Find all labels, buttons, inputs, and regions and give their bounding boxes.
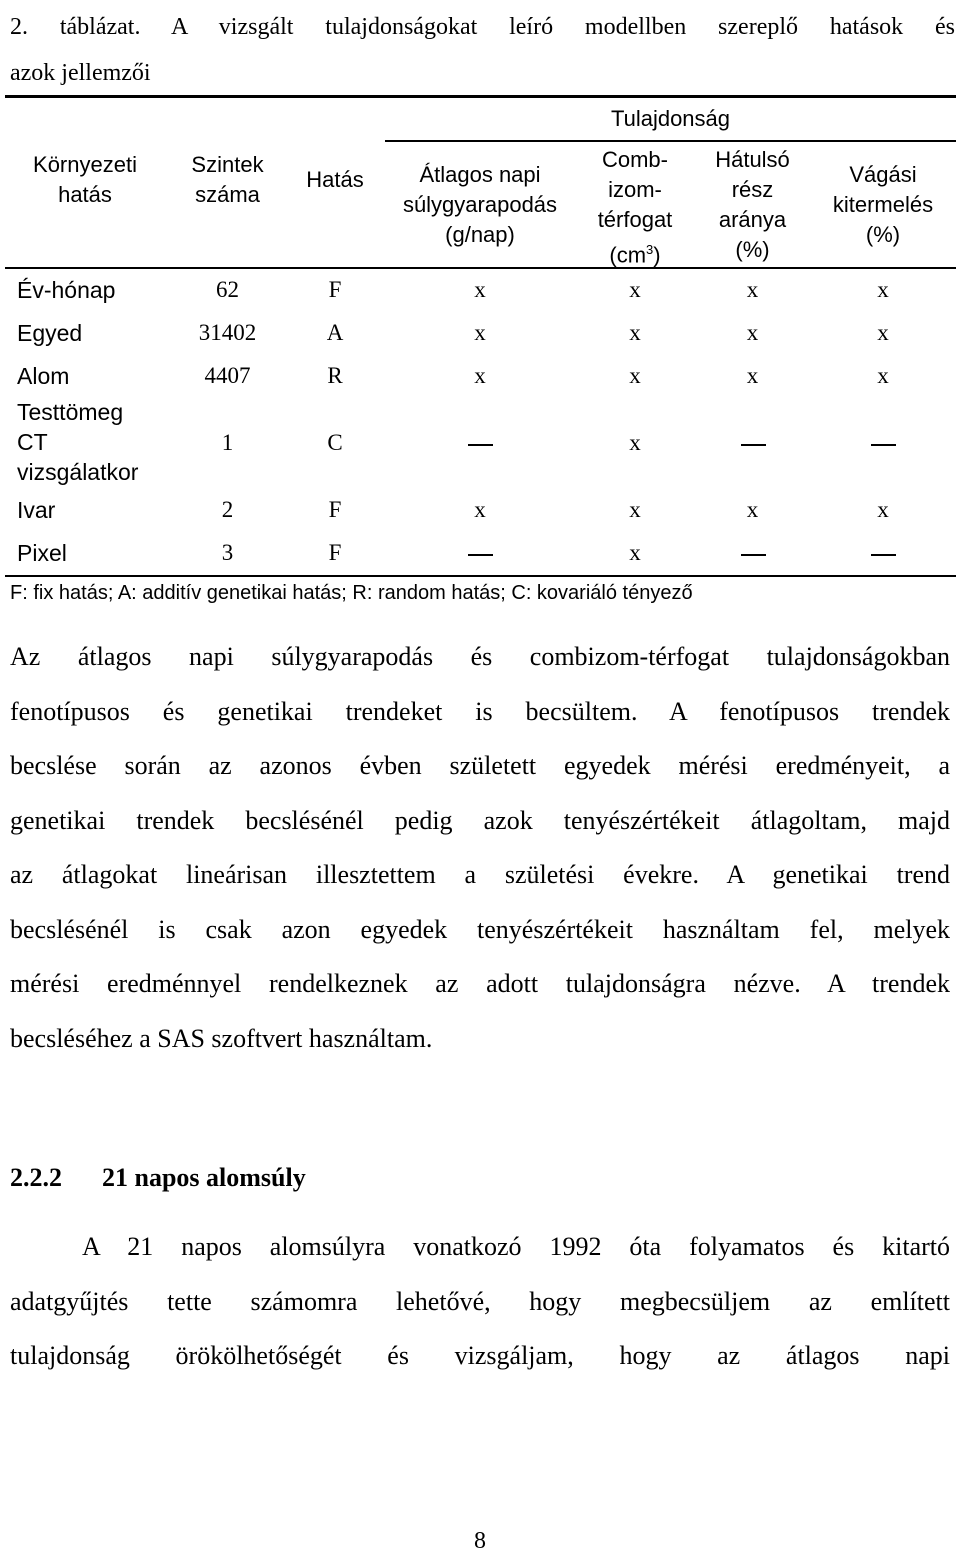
row-3-name: Testtömeg CT vizsgálatkor xyxy=(17,399,139,485)
row-2-levels: 4407 xyxy=(204,363,251,388)
row-5-levels: 3 xyxy=(221,540,234,565)
row-2-rear: x xyxy=(746,363,759,388)
table-legend-note: F: fix hatás; A: additív genetikai hatás; R: random hatás; C: kovariáló tényező xyxy=(10,582,693,604)
header-rear-ratio: Hátulsó rész aránya (%) xyxy=(715,147,790,262)
empty-cell-dash xyxy=(741,554,766,556)
row-1-yield: x xyxy=(877,320,889,345)
group-header-tulajdonsag: Tulajdonság xyxy=(610,106,731,131)
header-bottom-rule xyxy=(5,267,956,269)
empty-cell-dash xyxy=(468,554,493,556)
row-3-adg xyxy=(385,428,575,458)
table-bottom-rule xyxy=(5,575,956,577)
row-0-name: Év-hónap xyxy=(17,277,116,303)
paragraph-litter-weight xyxy=(10,1220,950,1384)
row-2-comb: x xyxy=(629,363,641,388)
row-3-rear xyxy=(695,428,810,458)
paragraph-line: tulajdonság örökölhetőségét és vizsgáljam, hogy az átlagos napi xyxy=(10,1341,950,1370)
row-5-adg xyxy=(385,538,575,568)
empty-cell-dash xyxy=(741,444,766,446)
row-1-levels: 31402 xyxy=(198,320,257,345)
row-1-comb: x xyxy=(629,320,641,345)
empty-cell-dash xyxy=(871,444,896,446)
header-yield: Vágási kitermelés (%) xyxy=(832,162,934,247)
paragraph-line: becslése során az azonos évben született egyedek mérési eredményeit, a xyxy=(10,751,950,780)
row-4-yield: x xyxy=(877,497,889,522)
row-5-yield xyxy=(810,538,956,568)
header-effect: Hatás xyxy=(306,167,364,192)
paragraph-line: fenotípusos és genetikai trendeket is becsültem. A fenotípusos trendek xyxy=(10,696,950,726)
section-title: 21 napos alomsúly xyxy=(102,1163,306,1192)
row-3-yield xyxy=(810,428,956,458)
caption-line-1: 2. táblázat. A vizsgált tulajdonságokat leíró modellben szereplő hatások és xyxy=(10,14,955,40)
row-0-rear: x xyxy=(746,277,759,302)
header-adg: Átlagos napi súlygyarapodás (g/nap) xyxy=(402,162,558,247)
group-header-rule xyxy=(385,140,956,142)
row-1-effect: A xyxy=(326,320,344,345)
row-4-adg: x xyxy=(474,497,486,522)
row-0-effect: F xyxy=(328,277,342,302)
row-1-rear: x xyxy=(746,320,759,345)
row-0-comb: x xyxy=(629,277,641,302)
paragraph-line: Az átlagos napi súlygyarapodás és combizom-térfogat tulajdonságokban xyxy=(10,642,950,671)
row-2-name: Alom xyxy=(17,363,70,389)
row-5-comb: x xyxy=(629,540,641,565)
table-top-rule xyxy=(5,95,956,98)
row-4-comb: x xyxy=(629,497,641,522)
row-3-levels: 1 xyxy=(221,430,234,455)
row-1-adg: x xyxy=(474,320,486,345)
table-caption xyxy=(10,4,955,96)
row-1-name: Egyed xyxy=(17,320,83,346)
paragraph-line: adatgyűjtés tette számomra lehetővé, hogy megbecsüljem az említett xyxy=(10,1286,950,1316)
page-number: 8 xyxy=(474,1528,486,1554)
row-4-levels: 2 xyxy=(221,497,234,522)
row-4-name: Ivar xyxy=(17,497,56,523)
row-0-adg: x xyxy=(474,277,486,302)
header-comb-volume: Comb- izom- térfogat $(cm^3)$ xyxy=(597,147,673,268)
row-4-rear: x xyxy=(746,497,759,522)
empty-cell-dash xyxy=(871,554,896,556)
empty-cell-dash xyxy=(468,444,493,446)
paragraph-line: A 21 napos alomsúlyra vonatkozó 1992 óta folyamatos és kitartó xyxy=(82,1232,950,1261)
row-4-effect: F xyxy=(328,497,342,522)
caption-line-2: azok jellemzői xyxy=(10,60,151,86)
row-3-effect: C xyxy=(327,430,343,455)
header-env-effect: Környezeti hatás xyxy=(33,152,137,207)
section-number: 2.2.2 xyxy=(10,1163,62,1192)
paragraph-line: az átlagokat lineárisan illesztettem a születési évekre. A genetikai trend xyxy=(10,860,950,889)
row-2-effect: R xyxy=(327,363,343,388)
row-5-name: Pixel xyxy=(17,540,67,566)
row-5-rear xyxy=(695,538,810,568)
row-2-yield: x xyxy=(877,363,889,388)
section-heading xyxy=(10,1158,306,1198)
paragraph-line: becsléséhez a SAS szoftvert használtam. xyxy=(10,1023,433,1053)
paragraph-trends xyxy=(10,630,950,1066)
paragraph-line: becslésénél is csak azon egyedek tenyészértékeit használtam fel, melyek xyxy=(10,914,950,944)
row-0-yield: x xyxy=(877,277,889,302)
paragraph-line: genetikai trendek becslésénél pedig azok tenyészértékeit átlagoltam, majd xyxy=(10,805,950,835)
header-levels: Szintek száma xyxy=(191,152,264,207)
row-3-comb: x xyxy=(629,430,641,455)
paragraph-line: mérési eredménnyel rendelkeznek az adott tulajdonságra nézve. A trendek xyxy=(10,969,950,998)
row-5-effect: F xyxy=(328,540,342,565)
row-2-adg: x xyxy=(474,363,486,388)
row-0-levels: 62 xyxy=(216,277,239,302)
